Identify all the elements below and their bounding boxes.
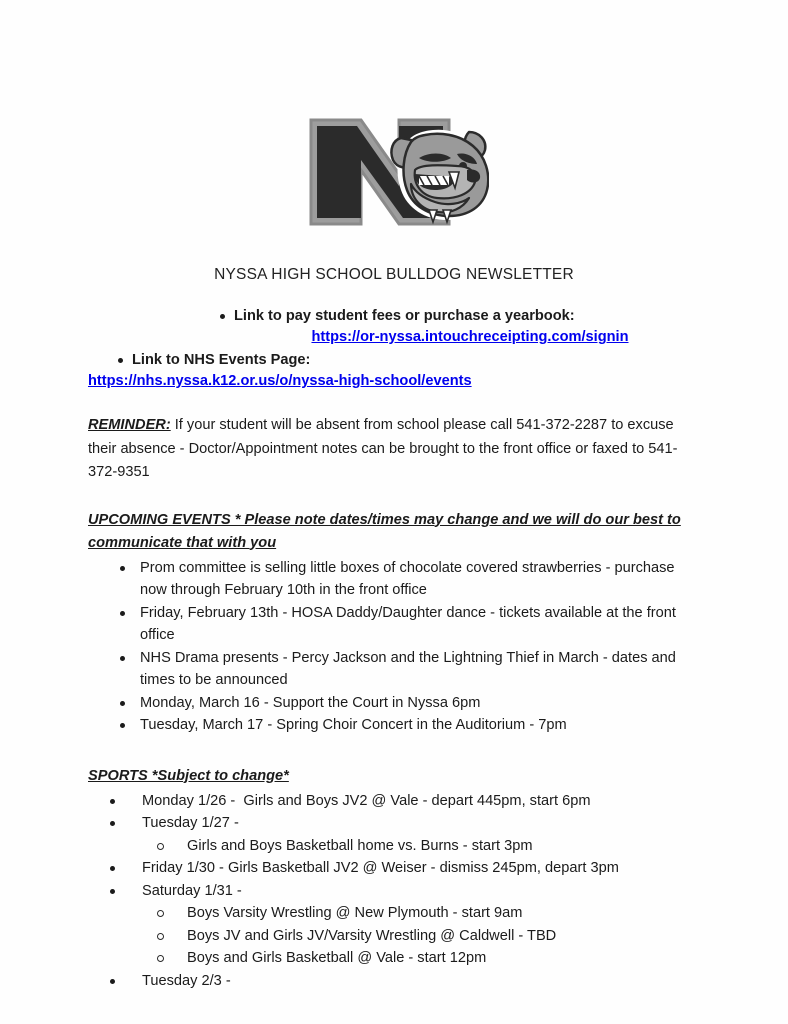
list-item-label: Saturday 1/31 - xyxy=(142,882,242,899)
list-item-label: Friday, February 13th - HOSA Daddy/Daughter dance - tickets available at the front office xyxy=(140,604,676,643)
bullet-icon xyxy=(120,656,125,661)
bullet-icon xyxy=(120,611,125,616)
list-item-label: NHS Drama presents - Percy Jackson and the Lightning Thief in March - dates and times to be announced xyxy=(140,649,676,688)
bullet-icon xyxy=(120,566,125,571)
links-section xyxy=(88,306,692,392)
list-item-label: Boys and Girls Basketball @ Vale - start 12pm xyxy=(187,950,487,966)
list-item-label: Tuesday 2/3 - xyxy=(142,972,231,989)
bullet-icon xyxy=(110,799,115,804)
sports-heading xyxy=(88,765,692,788)
list-item xyxy=(88,602,692,647)
upcoming-events-list xyxy=(88,557,692,737)
sports-list xyxy=(88,790,692,993)
bullet-icon xyxy=(110,979,115,984)
sports-sublist xyxy=(142,835,692,858)
link-label-pay-fees: Link to pay student fees or purchase a yearbook: xyxy=(234,308,575,324)
list-item xyxy=(142,947,692,970)
page-title: NYSSA HIGH SCHOOL BULLDOG NEWSLETTER xyxy=(214,266,574,283)
list-item xyxy=(88,647,692,692)
list-item xyxy=(142,902,692,925)
bullet-icon xyxy=(110,866,115,871)
list-item-label: Monday 1/26 - Girls and Boys JV2 @ Vale - depart 445pm, start 6pm xyxy=(142,792,591,809)
list-item xyxy=(88,970,692,993)
list-item xyxy=(88,790,692,813)
list-item-events-page xyxy=(88,350,692,392)
bullet-icon xyxy=(120,701,125,706)
sports-heading-text: SPORTS *Subject to change* xyxy=(88,767,289,784)
reminder-label: REMINDER: xyxy=(88,417,171,433)
document-body xyxy=(88,306,692,992)
bullet-icon xyxy=(110,889,115,894)
list-item-label: Monday, March 16 - Support the Court in Nyssa 6pm xyxy=(140,694,481,711)
list-item xyxy=(142,925,692,948)
list-item xyxy=(142,835,692,858)
hollow-bullet-icon xyxy=(157,910,164,917)
hollow-bullet-icon xyxy=(157,955,164,962)
list-item-label: Prom committee is selling little boxes of chocolate covered strawberries - purchase now through February 10th in the front office xyxy=(140,559,675,598)
list-item xyxy=(88,714,692,737)
bullet-icon xyxy=(118,358,123,363)
list-item-label: Tuesday 1/27 - xyxy=(142,815,239,831)
reminder-paragraph xyxy=(88,414,692,485)
list-item-pay-fees xyxy=(88,306,692,348)
bullet-icon xyxy=(120,723,125,728)
link-label-events-page: Link to NHS Events Page: xyxy=(132,352,311,368)
link-events-page-url[interactable]: https://nhs.nyssa.k12.or.us/o/nyssa-high-school/events xyxy=(88,373,472,389)
bullet-icon xyxy=(220,314,225,319)
list-item-label: Tuesday, March 17 - Spring Choir Concert in the Auditorium - 7pm xyxy=(140,717,567,733)
link-pay-fees-url[interactable]: https://or-nyssa.intouchreceipting.com/signin xyxy=(311,329,629,345)
hollow-bullet-icon xyxy=(157,843,164,850)
upcoming-events-heading-text: UPCOMING EVENTS * Please note dates/times may change and we will do our best to communicate that with you xyxy=(88,511,681,551)
list-item-label: Boys JV and Girls JV/Varsity Wrestling @ Caldwell - TBD xyxy=(187,927,557,944)
nyssa-bulldog-logo-icon xyxy=(299,112,489,232)
list-item xyxy=(88,880,692,970)
bullet-icon xyxy=(110,821,115,826)
list-item xyxy=(88,692,692,715)
list-item-label: Boys Varsity Wrestling @ New Plymouth - start 9am xyxy=(187,905,523,921)
reminder-text: If your student will be absent from school please call 541-372-2287 to excuse their absence - Doctor/Appointment notes can be brought to the front office or faxed to 541-372-9351 xyxy=(88,417,678,480)
logo-container xyxy=(0,112,788,232)
list-item-label: Girls and Boys Basketball home vs. Burns - start 3pm xyxy=(187,837,533,854)
list-item xyxy=(88,812,692,857)
hollow-bullet-icon xyxy=(157,933,164,940)
list-item xyxy=(88,857,692,880)
list-item-label: Friday 1/30 - Girls Basketball JV2 @ Weiser - dismiss 245pm, depart 3pm xyxy=(142,860,619,876)
upcoming-events-heading xyxy=(88,509,692,555)
list-item xyxy=(88,557,692,602)
sports-sublist xyxy=(142,902,692,970)
